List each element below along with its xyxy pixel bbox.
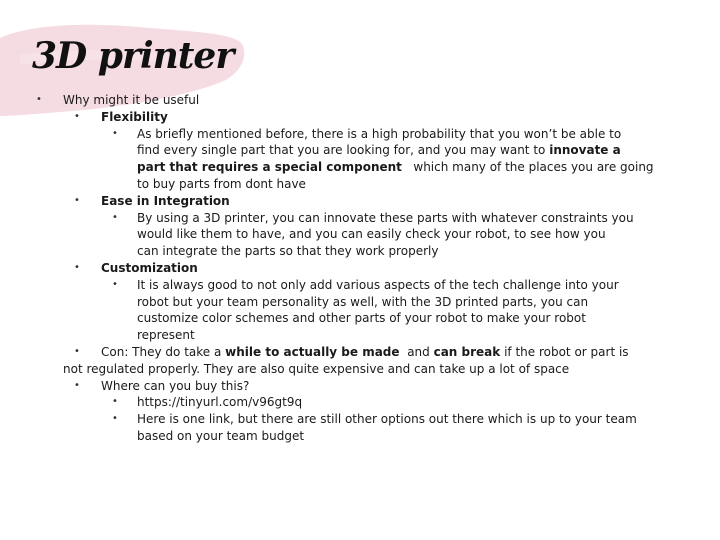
con-emphasis-2: can break bbox=[433, 345, 501, 359]
bullet: • bbox=[74, 110, 80, 122]
flexibility-detail-1: As briefly mentioned before, there is a high probability that you won’t be able to bbox=[137, 126, 622, 141]
flexibility-text: find every single part that you are looking for, and you may want to bbox=[137, 143, 546, 158]
con-prefix: Con: They do take a bbox=[101, 345, 222, 359]
slide-title: 3D printer bbox=[32, 35, 234, 77]
con-mid: and bbox=[407, 345, 430, 359]
topic-customization: Customization bbox=[101, 261, 198, 275]
flexibility-emphasis-2: part that requires a special component bbox=[137, 160, 402, 175]
where-note-2: based on your team budget bbox=[137, 429, 305, 443]
flexibility-detail-2 bbox=[137, 142, 690, 159]
topic-integration: Ease in Integration bbox=[101, 193, 230, 208]
integration-detail-2: would like them to have, and you can easily check your robot, to see how you bbox=[137, 227, 606, 242]
integration-detail-3: can integrate the parts so that they work properly bbox=[137, 244, 439, 259]
bullet: • bbox=[74, 262, 80, 273]
purchase-link[interactable]: https://tinyurl.com/v96gt9q bbox=[137, 395, 303, 410]
customization-detail-3: customize color schemes and other parts of your robot to make your robot bbox=[137, 311, 586, 326]
con-line-1 bbox=[101, 344, 691, 361]
topic-flexibility: Flexibility bbox=[101, 109, 168, 124]
bullet: • bbox=[74, 194, 80, 206]
heading-why-useful: Why might it be useful bbox=[63, 93, 200, 107]
flexibility-detail-3 bbox=[137, 159, 690, 176]
customization-detail-4: represent bbox=[137, 328, 195, 343]
customization-detail-1: It is always good to not only add various aspects of the tech challenge into your bbox=[137, 277, 619, 292]
bullet: • bbox=[36, 94, 42, 105]
con-emphasis-1: while to actually be made bbox=[225, 345, 400, 359]
bullet: • bbox=[112, 127, 118, 139]
flexibility-emphasis: innovate a bbox=[549, 143, 621, 158]
con-suffix: if the robot or part is bbox=[504, 345, 629, 359]
customization-detail-2: robot but your team personality as well, with the 3D printed parts, you can bbox=[137, 294, 589, 309]
bullet: • bbox=[112, 396, 118, 408]
where-note-1: Here is one link, but there are still other options out there which is up to your team bbox=[137, 412, 637, 427]
flexibility-text-2: which many of the places you are going bbox=[413, 160, 654, 175]
bullet: • bbox=[112, 413, 118, 425]
bullet: • bbox=[74, 379, 80, 391]
bullet: • bbox=[112, 211, 118, 223]
bullet: • bbox=[74, 346, 80, 357]
con-line-2: not regulated properly. They are also quite expensive and can take up a lot of space bbox=[63, 361, 570, 376]
bullet: • bbox=[112, 278, 118, 290]
flexibility-detail-4: to buy parts from dont have bbox=[137, 177, 306, 191]
integration-detail-1: By using a 3D printer, you can innovate these parts with whatever constraints you bbox=[137, 210, 634, 225]
topic-where-to-buy: Where can you buy this? bbox=[101, 378, 250, 393]
